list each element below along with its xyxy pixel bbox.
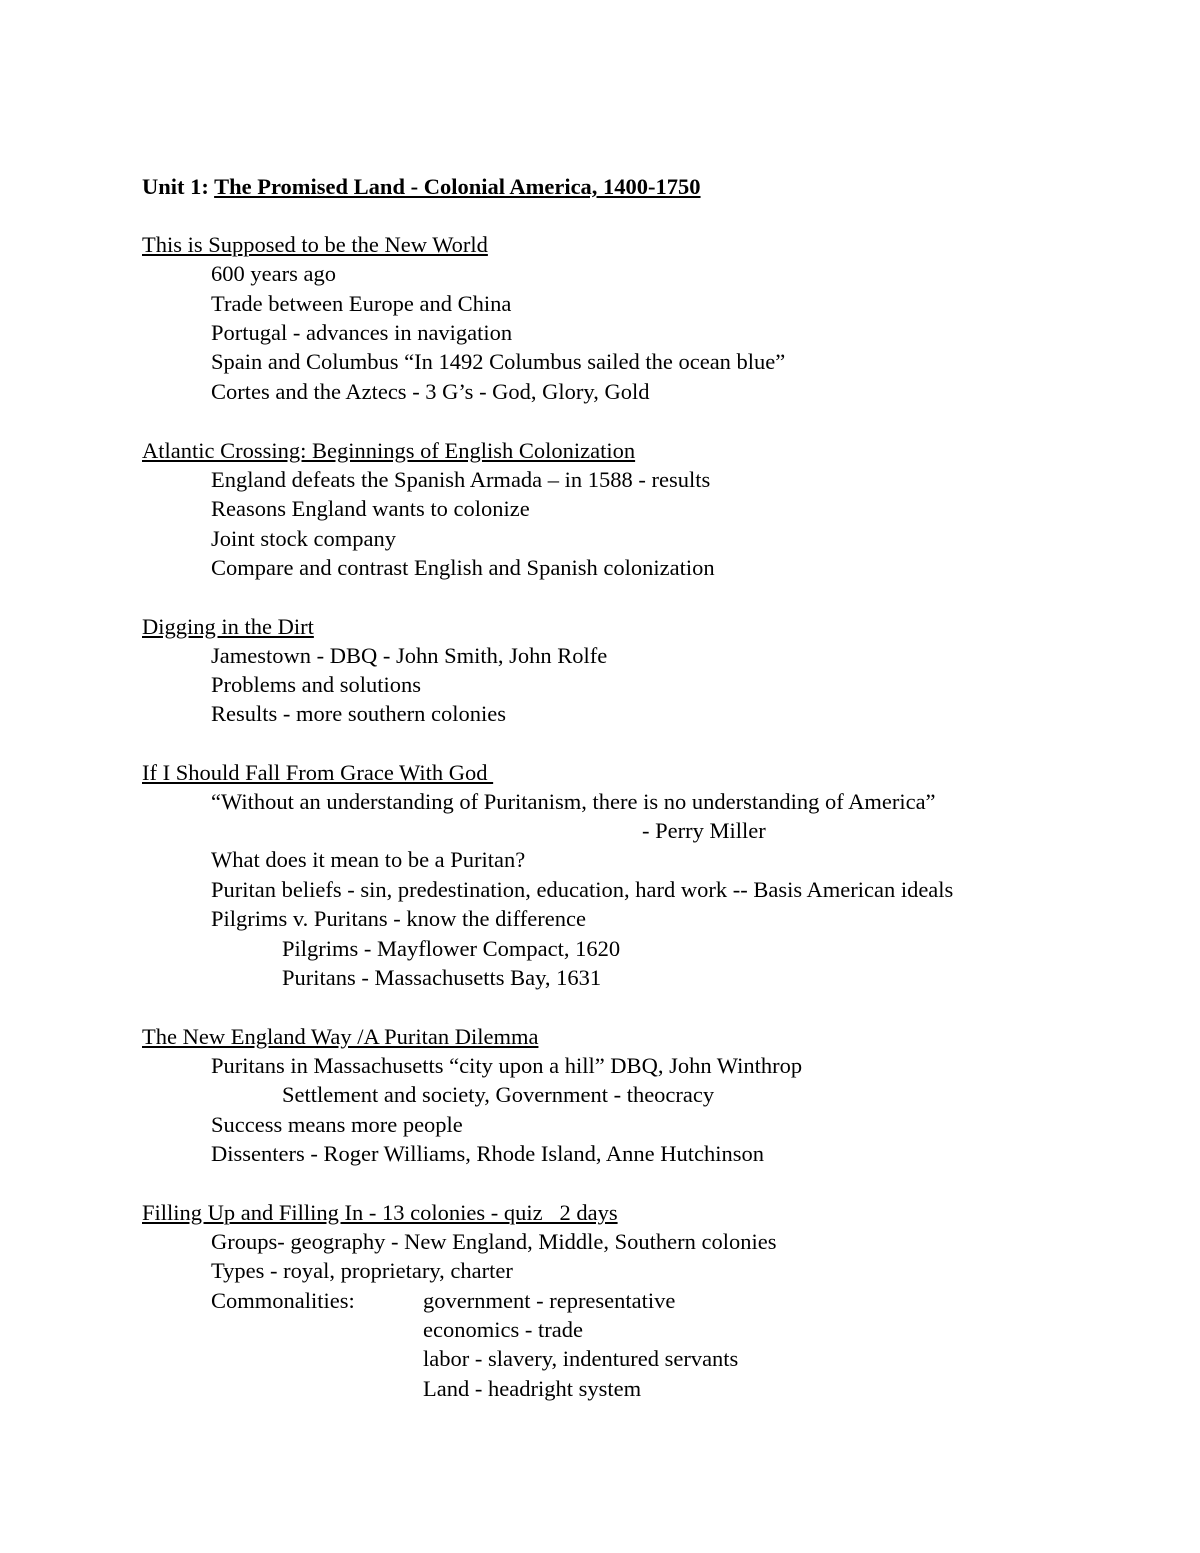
commonality-item: labor - slavery, indentured servants: [423, 1346, 739, 1371]
list-item: Pilgrims v. Puritans - know the difference: [211, 906, 586, 931]
list-item: 600 years ago: [211, 261, 336, 286]
section-heading-filling: Filling Up and Filling In - 13 colonies - quiz 2 days: [142, 1200, 618, 1225]
quote: “Without an understanding of Puritanism, there is no understanding of America”: [211, 789, 936, 814]
section-heading-atlantic: Atlantic Crossing: Beginnings of English Colonization: [142, 438, 636, 463]
list-item: Spain and Columbus “In 1492 Columbus sailed the ocean blue”: [211, 349, 786, 374]
list-item: Groups- geography - New England, Middle, Southern colonies: [211, 1229, 777, 1254]
list-item: Portugal - advances in navigation: [211, 320, 513, 345]
commonalities-label: Commonalities:: [211, 1288, 355, 1313]
list-item: Joint stock company: [211, 526, 396, 551]
title-prefix: Unit 1:: [142, 174, 215, 199]
list-item: Problems and solutions: [211, 672, 422, 697]
list-item: England defeats the Spanish Armada – in 1588 - results: [211, 467, 711, 492]
list-item: Success means more people: [211, 1112, 463, 1137]
sub-list-item: Puritans - Massachusetts Bay, 1631: [282, 965, 602, 990]
list-item: Compare and contrast English and Spanish colonization: [211, 555, 715, 580]
list-item: Cortes and the Aztecs - 3 G’s - God, Glory, Gold: [211, 379, 650, 404]
section-heading-new-england: The New England Way /A Puritan Dilemma: [142, 1024, 539, 1049]
list-item: Types - royal, proprietary, charter: [211, 1258, 513, 1283]
sub-list-item: Pilgrims - Mayflower Compact, 1620: [282, 936, 621, 961]
list-item: Results - more southern colonies: [211, 701, 506, 726]
list-item: What does it mean to be a Puritan?: [211, 847, 526, 872]
commonality-item: economics - trade: [423, 1317, 583, 1342]
list-item: Dissenters - Roger Williams, Rhode Island, Anne Hutchinson: [211, 1141, 764, 1166]
section-heading-digging: Digging in the Dirt: [142, 614, 314, 639]
list-item: Trade between Europe and China: [211, 291, 512, 316]
commonality-item: government - representative: [423, 1288, 676, 1313]
sub-list-item: Settlement and society, Government - theocracy: [282, 1082, 715, 1107]
commonality-item: Land - headright system: [423, 1376, 642, 1401]
section-heading-new-world: This is Supposed to be the New World: [142, 232, 488, 257]
title-main: The Promised Land - Colonial America, 1400-1750: [214, 174, 701, 199]
list-item: Puritans in Massachusetts “city upon a hill” DBQ, John Winthrop: [211, 1053, 803, 1078]
list-item: Reasons England wants to colonize: [211, 496, 530, 521]
page-title: [142, 172, 701, 201]
list-item: Puritan beliefs - sin, predestination, education, hard work -- Basis American ideals: [211, 877, 954, 902]
section-heading-grace: If I Should Fall From Grace With God: [142, 760, 494, 785]
quote-attribution: - Perry Miller: [642, 818, 766, 843]
list-item: Jamestown - DBQ - John Smith, John Rolfe: [211, 643, 608, 668]
